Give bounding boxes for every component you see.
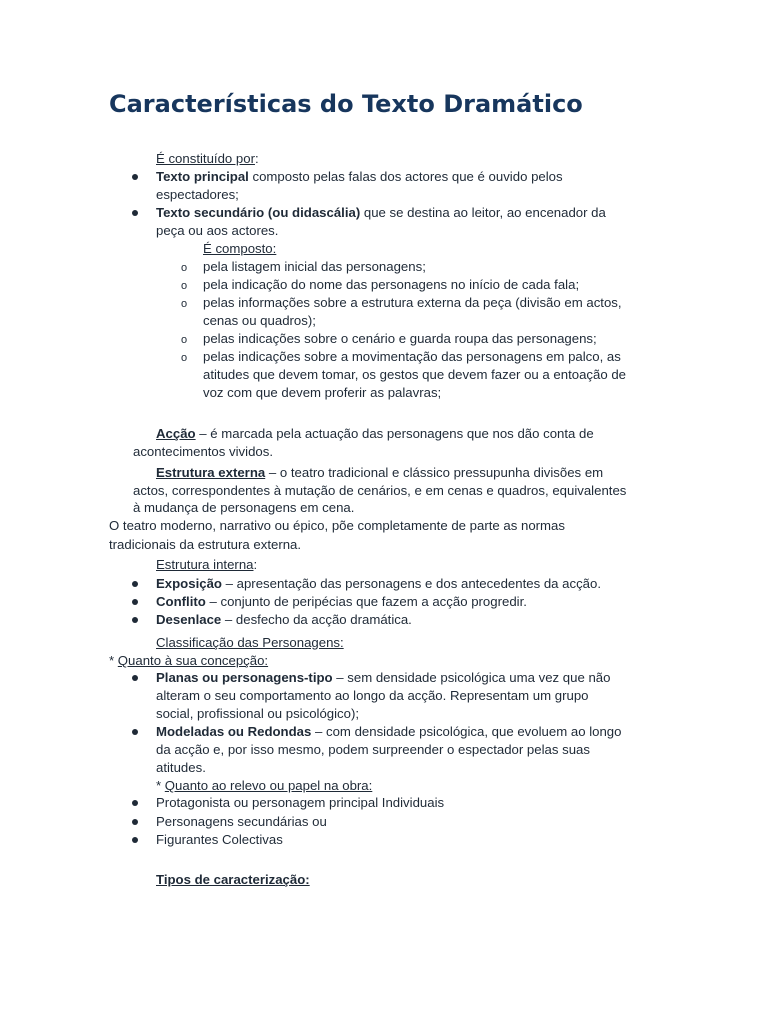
circle-bullet-icon: o xyxy=(181,334,188,346)
teatro-moderno-line: tradicionais da estrutura externa. xyxy=(109,537,302,552)
bullet-icon xyxy=(132,174,138,180)
accao-paragraph: Acção – é marcada pela actuação das personagens que nos dão conta de xyxy=(156,426,594,441)
bullet-icon xyxy=(132,599,138,605)
list-item: Exposição – apresentação das personagens e dos antecedentes da acção. xyxy=(156,576,602,591)
relevo-heading: * Quanto ao relevo ou papel na obra: xyxy=(156,778,373,793)
bullet-icon xyxy=(132,800,138,806)
sub-list-item: pelas indicações sobre a movimentação das personagens em palco, as xyxy=(203,349,621,364)
sub-list-item: pelas indicações sobre o cenário e guarda roupa das personagens; xyxy=(203,331,597,346)
bullet-icon xyxy=(132,581,138,587)
composto-heading: É composto: xyxy=(203,241,277,256)
accao-continuation: acontecimentos vividos. xyxy=(133,444,274,459)
bullet-icon xyxy=(132,729,138,735)
list-item: Figurantes Colectivas xyxy=(156,832,283,847)
teatro-moderno-line: O teatro moderno, narrativo ou épico, põe completamente de parte as normas xyxy=(109,518,565,533)
sub-list-item: pela listagem inicial das personagens; xyxy=(203,259,426,274)
list-item: Modeladas ou Redondas – com densidade psicológica, que evoluem ao longo xyxy=(156,724,622,739)
page-title: Características do Texto Dramático xyxy=(109,90,583,118)
sub-list-item-continuation: atitudes que devem tomar, os gestos que devem fazer ou a entoação de xyxy=(203,367,627,382)
bullet-icon xyxy=(132,837,138,843)
estrutura-externa-continuation: actos, correspondentes à mutação de cenários, e em cenas e quadros, equivalentes xyxy=(133,483,627,498)
sub-list-item: pelas informações sobre a estrutura externa da peça (divisão em actos, xyxy=(203,295,622,310)
concepcao-heading: * Quanto à sua concepção: xyxy=(109,653,269,668)
list-item-continuation: atitudes. xyxy=(156,760,206,775)
circle-bullet-icon: o xyxy=(181,298,188,310)
list-item-continuation: espectadores; xyxy=(156,187,239,202)
estrutura-externa-paragraph: Estrutura externa – o teatro tradicional e clássico pressupunha divisões em xyxy=(156,465,604,480)
list-item: Texto principal composto pelas falas dos actores que é ouvido pelos xyxy=(156,169,563,184)
list-item: Protagonista ou personagem principal Individuais xyxy=(156,795,445,810)
bullet-icon xyxy=(132,819,138,825)
list-item-continuation: peça ou aos actores. xyxy=(156,223,279,238)
classificacao-heading: Classificação das Personagens: xyxy=(156,635,344,650)
constituido-heading: É constituído por: xyxy=(156,151,259,166)
circle-bullet-icon: o xyxy=(181,262,188,274)
sub-list-item-continuation: voz com que devem proferir as palavras; xyxy=(203,385,442,400)
circle-bullet-icon: o xyxy=(181,280,188,292)
bullet-icon xyxy=(132,210,138,216)
list-item: Planas ou personagens-tipo – sem densidade psicológica uma vez que não xyxy=(156,670,611,685)
sub-list-item: pela indicação do nome das personagens no início de cada fala; xyxy=(203,277,580,292)
list-item-continuation: alteram o seu comportamento ao longo da acção. Representam um grupo xyxy=(156,688,589,703)
estrutura-externa-continuation: à mudança de personagens em cena. xyxy=(133,500,355,515)
list-item-continuation: social, profissional ou psicológico); xyxy=(156,706,360,721)
list-item: Conflito – conjunto de peripécias que fazem a acção progredir. xyxy=(156,594,527,609)
bullet-icon xyxy=(132,617,138,623)
list-item-continuation: da acção e, por isso mesmo, podem surpreender o espectador pelas suas xyxy=(156,742,590,757)
circle-bullet-icon: o xyxy=(181,352,188,364)
tipos-heading: Tipos de caracterização: xyxy=(156,872,310,887)
list-item: Desenlace – desfecho da acção dramática. xyxy=(156,612,412,627)
sub-list-item-continuation: cenas ou quadros); xyxy=(203,313,316,328)
estrutura-interna-heading: Estrutura interna: xyxy=(156,557,258,572)
list-item: Texto secundário (ou didascália) que se destina ao leitor, ao encenador da xyxy=(156,205,606,220)
list-item: Personagens secundárias ou xyxy=(156,814,327,829)
bullet-icon xyxy=(132,675,138,681)
